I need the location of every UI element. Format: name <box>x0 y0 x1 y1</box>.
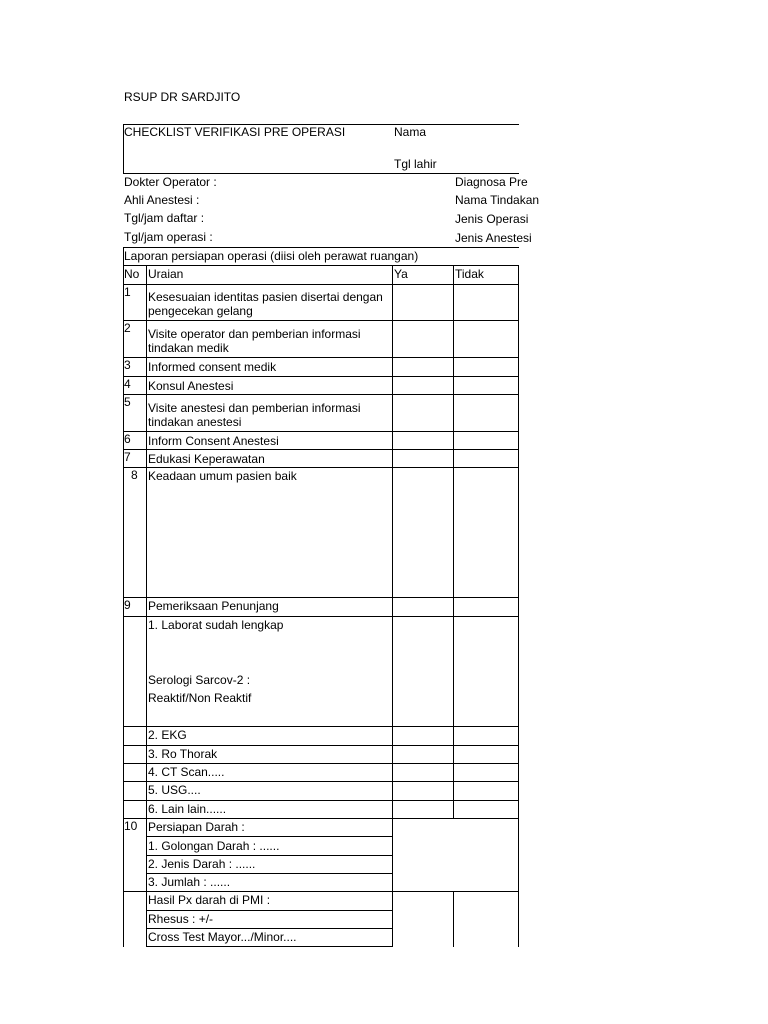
row-text: Visite anestesi dan pemberian informasi tindakan anestesi <box>148 401 361 429</box>
ro-thorak-item: 3. Ro Thorak <box>148 747 218 761</box>
jenis-anestesi-label: Jenis Anestesi <box>455 231 532 245</box>
lain-item: 6. Lain lain...... <box>148 802 227 816</box>
reaktif-item: Reaktif/Non Reaktif <box>148 691 252 705</box>
table-left-border <box>123 247 124 947</box>
cross-test-row-top-border <box>146 928 393 929</box>
row-text: Informed consent medik <box>148 360 277 374</box>
tgl-jam-daftar-label: Tgl/jam daftar : <box>124 211 205 225</box>
report-title-top-border <box>123 247 519 248</box>
laborat-row-top-border <box>123 616 519 617</box>
dokter-operator-label: Dokter Operator : <box>124 175 217 189</box>
row-number: 5 <box>124 395 131 409</box>
serologi-item: Serologi Sarcov-2 : <box>148 673 251 687</box>
row-5-top-border <box>123 394 519 395</box>
column-header-no: No <box>124 267 140 281</box>
row-number: 4 <box>124 377 131 391</box>
rhesus-item: Rhesus : +/- <box>148 912 214 926</box>
tgl-jam-operasi-label: Tgl/jam operasi : <box>124 230 213 244</box>
usg-row-top-border <box>123 781 519 782</box>
nama-tindakan-label: Nama Tindakan <box>455 193 540 207</box>
header-row-top-border <box>123 265 519 266</box>
diagnosa-label: Diagnosa Pre <box>455 175 528 189</box>
jumlah-darah-item: 3. Jumlah : ...... <box>148 875 231 889</box>
ekg-item: 2. EKG <box>148 728 187 742</box>
ct-scan-row-top-border <box>123 763 519 764</box>
row-text: Pemeriksaan Penunjang <box>148 599 279 613</box>
darah-row-top-border <box>123 818 519 819</box>
hasil-px-row-top-border <box>123 891 519 892</box>
row-number: 6 <box>124 432 131 446</box>
row-number: 10 <box>124 819 138 833</box>
row-text: Keadaan umum pasien baik <box>148 469 297 483</box>
column-header-tidak: Tidak <box>455 267 484 281</box>
tgl-lahir-label: Tgl lahir <box>394 157 437 171</box>
uraian-column-divider <box>392 265 393 947</box>
jenis-operasi-label: Jenis Operasi <box>455 212 529 226</box>
ya-column-divider-lower <box>453 891 454 947</box>
row-text: Edukasi Keperawatan <box>148 452 265 466</box>
hasil-px-item: Hasil Px darah di PMI : <box>148 893 271 907</box>
lain-row-top-border <box>123 800 519 801</box>
row-number: 2 <box>124 321 131 335</box>
column-header-uraian: Uraian <box>148 267 184 281</box>
hospital-name: RSUP DR SARDJITO <box>124 90 241 104</box>
header-box-bottom-border <box>123 173 519 174</box>
jenis-darah-item: 2. Jenis Darah : ...... <box>148 857 256 871</box>
row-4-top-border <box>123 376 519 377</box>
no-column-divider <box>146 265 147 947</box>
row-number: 9 <box>124 598 131 612</box>
laborat-item: 1. Laborat sudah lengkap <box>148 618 284 632</box>
golongan-row-top-border <box>146 836 393 837</box>
row-2-top-border <box>123 320 519 321</box>
golongan-darah-item: 1. Golongan Darah : ...... <box>148 839 280 853</box>
rhesus-row-top-border <box>146 910 393 911</box>
ekg-row-top-border <box>123 726 519 727</box>
column-header-ya: Ya <box>394 267 408 281</box>
row-number: 3 <box>124 358 131 372</box>
row-text: Inform Consent Anestesi <box>148 434 279 448</box>
row-3-top-border <box>123 357 519 358</box>
row-8-top-border <box>123 467 519 468</box>
row-6-top-border <box>123 431 519 432</box>
cross-test-item: Cross Test Mayor.../Minor.... <box>148 930 297 944</box>
tidak-column-divider <box>518 265 519 947</box>
report-title: Laporan persiapan operasi (diisi oleh perawat ruangan) <box>124 249 419 263</box>
nama-label: Nama <box>394 125 427 139</box>
ro-thorak-row-top-border <box>123 745 519 746</box>
jumlah-row-top-border <box>146 873 393 874</box>
cross-test-row-bottom-border <box>146 946 393 947</box>
row-text: Kesesuaian identitas pasien disertai dengan pengecekan gelang <box>148 290 383 318</box>
persiapan-darah-title: Persiapan Darah : <box>148 820 245 834</box>
ya-column-divider <box>453 265 454 818</box>
row-number: 7 <box>124 450 131 464</box>
row-9-top-border <box>123 597 519 598</box>
row-1-top-border <box>123 284 519 285</box>
jenis-row-top-border <box>146 855 393 856</box>
usg-item: 5. USG.... <box>148 783 201 797</box>
row-text: Visite operator dan pemberian informasi tindakan medik <box>148 327 361 355</box>
row-text: Konsul Anestesi <box>148 379 234 393</box>
ct-scan-item: 4. CT Scan..... <box>148 765 225 779</box>
row-7-top-border <box>123 449 519 450</box>
ahli-anestesi-label: Ahli Anestesi : <box>124 193 200 207</box>
form-title: CHECKLIST VERIFIKASI PRE OPERASI <box>124 125 346 139</box>
row-number: 8 <box>131 468 138 482</box>
row-number: 1 <box>124 285 131 299</box>
